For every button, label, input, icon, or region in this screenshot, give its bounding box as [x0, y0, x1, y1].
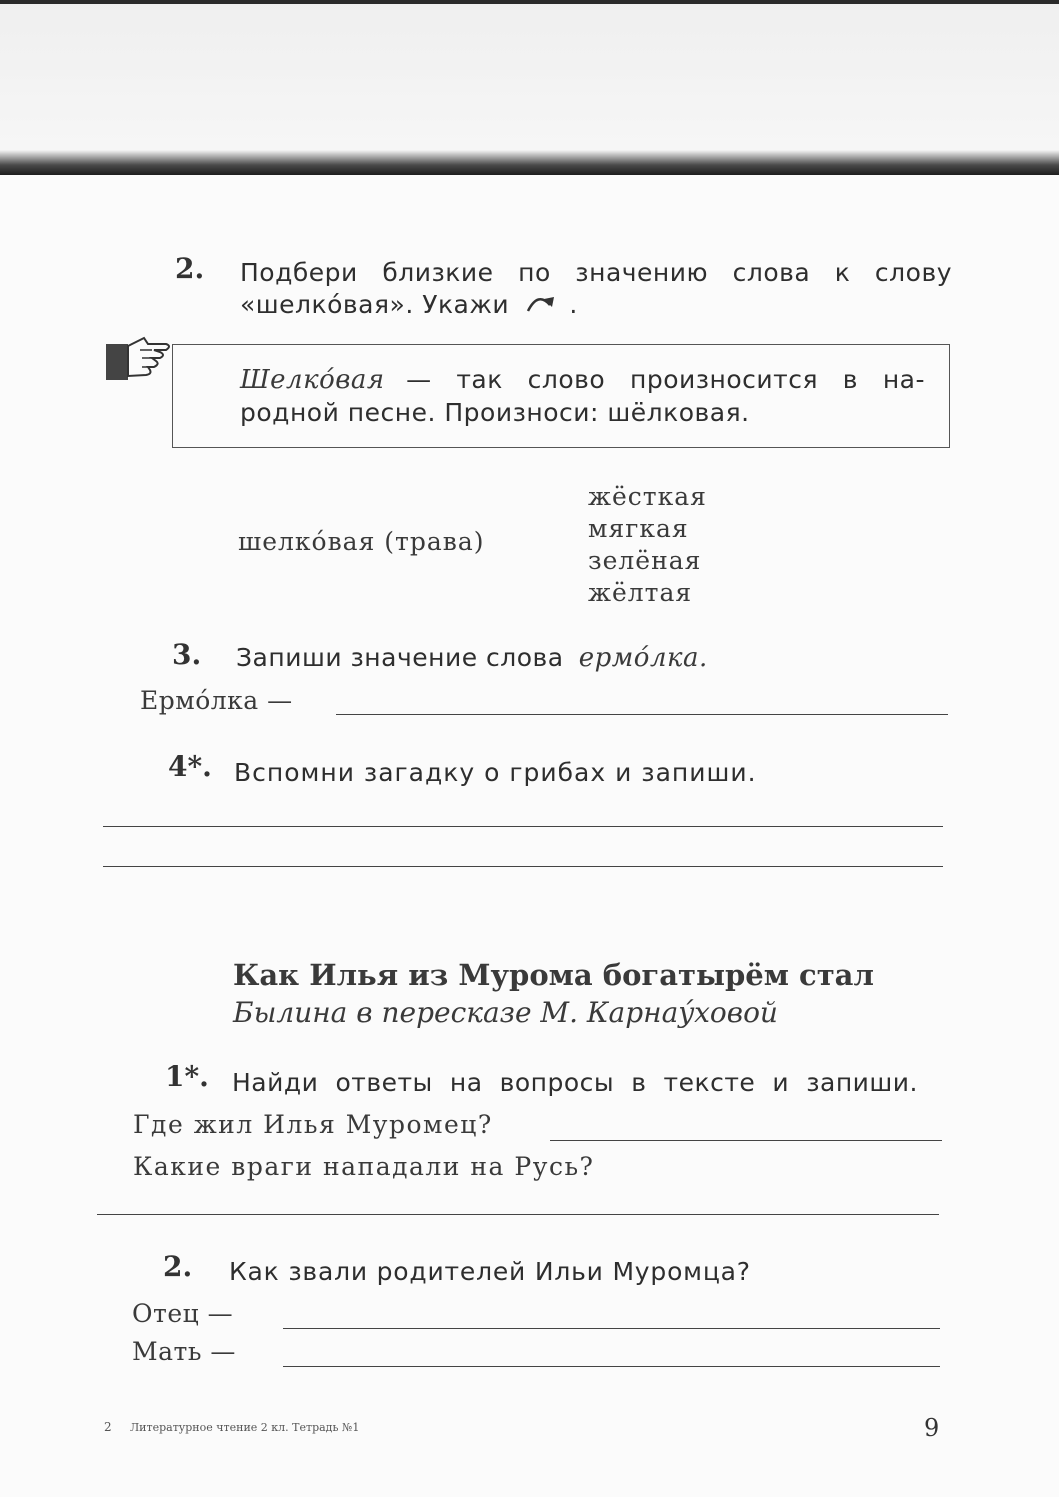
answer-line[interactable]: [283, 1328, 940, 1329]
page-number: 9: [924, 1414, 940, 1442]
task-text-line1: Подбери близкие по значению слова к слову: [240, 258, 952, 287]
task-number: 4*.: [168, 750, 212, 783]
synonym-option: мягкая: [588, 514, 689, 543]
note-italic-word: Шелкóвая: [240, 365, 385, 395]
father-label: Отец —: [132, 1299, 234, 1328]
note-line2: родной песне. Произноси: шёлковая.: [240, 398, 750, 427]
answer-line[interactable]: [97, 1214, 939, 1215]
question-1: Где жил Илья Муромец?: [133, 1110, 493, 1139]
synonym-option: жёлтая: [588, 578, 693, 607]
task-number: 2.: [163, 1250, 193, 1283]
pointing-hand-icon: [104, 330, 174, 385]
synonym-option: зелёная: [588, 546, 702, 575]
mother-label: Мать —: [132, 1337, 236, 1366]
scan-background: [0, 0, 1059, 175]
answer-line[interactable]: [336, 714, 948, 715]
task3-text: Запиши значение слова: [236, 643, 564, 672]
synonym-target-word: шелкóвая (трава): [238, 527, 485, 556]
answer-line[interactable]: [550, 1140, 942, 1141]
answer-line[interactable]: [283, 1366, 940, 1367]
task-number: 1*.: [165, 1060, 209, 1093]
task3-word: ермóлка.: [578, 643, 708, 673]
task-text-line2-wrap: [240, 290, 578, 319]
answer-label: Ермóлка —: [140, 686, 293, 715]
scan-edge: [0, 0, 1059, 4]
task-number: 3.: [172, 638, 202, 671]
task-number: 2.: [175, 252, 205, 285]
answer-line[interactable]: [103, 826, 943, 827]
section-subtitle: Былина в пересказе М. Карнаýховой: [233, 996, 778, 1029]
synonym-option: жёсткая: [588, 482, 707, 511]
question-2: Какие враги нападали на Русь?: [133, 1152, 595, 1181]
footer-book-title: Литературное чтение 2 кл. Тетрадь №1: [130, 1421, 360, 1434]
s-task1-text: Найди ответы на вопросы в тексте и запиши.: [232, 1068, 918, 1097]
section-title: Как Илья из Мурома богатырём стал: [233, 958, 874, 992]
note-line1: [240, 365, 925, 395]
task-text-line2: «шелкóвая». Укажи: [240, 290, 510, 319]
task-text-period: .: [569, 290, 578, 319]
task4-text: Вспомни загадку о грибах и запиши.: [234, 758, 757, 787]
answer-line[interactable]: [103, 866, 943, 867]
note-box: [172, 344, 950, 448]
task3-text-wrap: [236, 643, 708, 673]
s-task2-text: Как звали родителей Ильи Муромца?: [229, 1257, 751, 1286]
footer-number: 2: [104, 1420, 112, 1434]
stress-arc-icon: [524, 291, 564, 315]
note-line1-text: — так слово произносится в на-: [406, 365, 926, 394]
